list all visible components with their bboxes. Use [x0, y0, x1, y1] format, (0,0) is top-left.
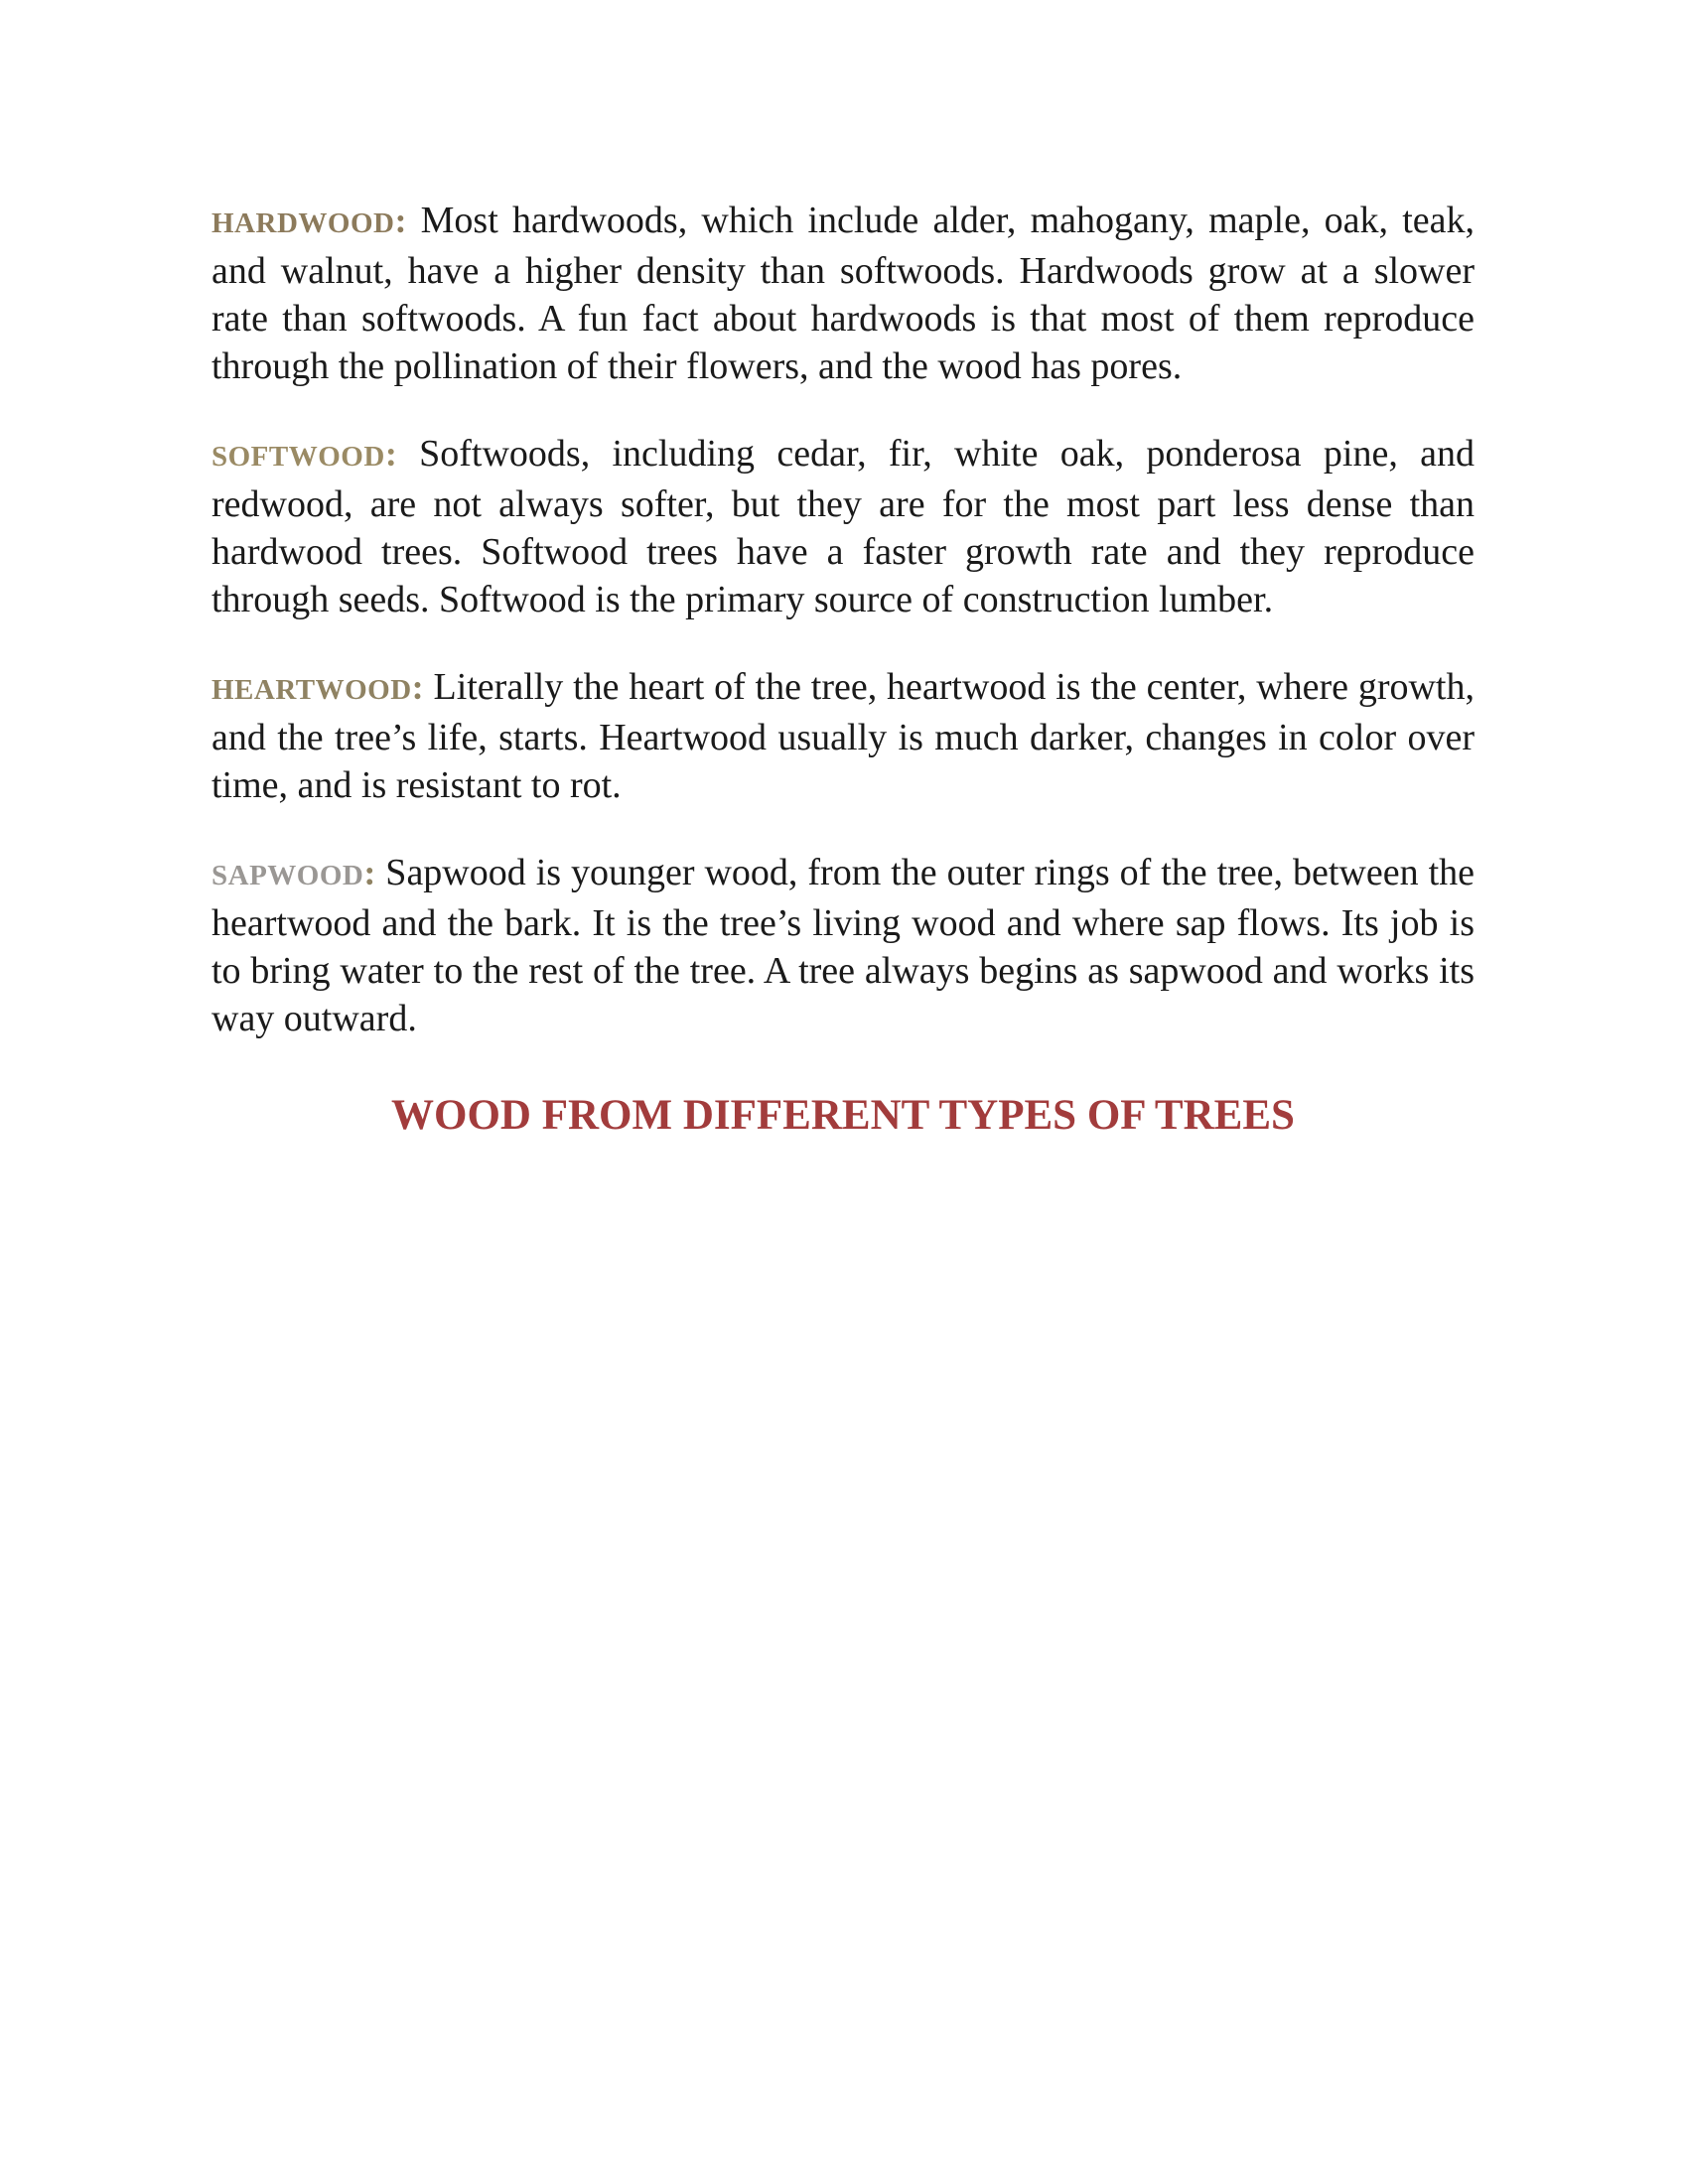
- term-hardwood: HARDWOOD: [211, 207, 395, 239]
- section-heading: WOOD FROM DIFFERENT TYPES OF TREES: [391, 1092, 1295, 1139]
- term-sapwood: SAPWOOD: [211, 860, 364, 891]
- term-colon: :: [411, 667, 424, 707]
- term-colon: :: [394, 201, 407, 240]
- paragraph-text: Literally the heart of the tree, heartwood is the center, where growth, and the tree’s life, starts. Heartwood usually is much darker, changes in color over time, and is resistant to rot.: [211, 666, 1475, 806]
- term-colon: :: [384, 434, 397, 474]
- paragraph-text: Sapwood is younger wood, from the outer rings of the tree, between the heartwood and the bark. It is the tree’s living wood and where sap flows. Its job is to bring water to the rest of the tree. A tree always begins as sapwood and works its way outward.: [211, 852, 1475, 1039]
- term-heartwood: HEARTWOOD: [211, 674, 412, 706]
- paragraph-text: Softwoods, including cedar, fir, white oak, ponderosa pine, and redwood, are not always softer, but they are for the most part less dense than hardwood trees. Softwood trees have a faster growth rate and they reproduce through seeds. Softwood is the primary source of construction lumber.: [211, 433, 1475, 620]
- term-softwood: SOFTWOOD: [211, 441, 385, 473]
- paragraph-heartwood: [211, 663, 1475, 809]
- paragraph-softwood: [211, 430, 1475, 623]
- paragraph-text: Most hardwoods, which include alder, mahogany, maple, oak, teak, and walnut, have a higher density than softwoods. Hardwoods grow at a slower rate than softwoods. A fun fact about hardwoods is that most of them reproduce through the pollination of their flowers, and the wood has pores.: [211, 200, 1475, 387]
- paragraph-sapwood: [211, 849, 1475, 1042]
- term-colon: :: [363, 853, 376, 892]
- document-page: [211, 197, 1475, 1142]
- paragraph-hardwood: [211, 197, 1475, 390]
